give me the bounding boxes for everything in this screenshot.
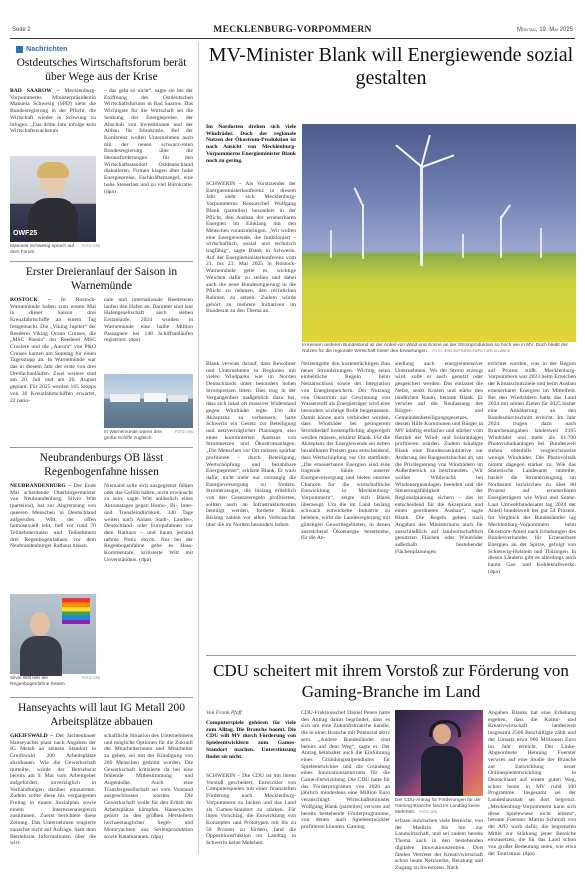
second-col4: Angaben Blanks hat eine Erhebung ergeben, dass die Kultur- und Kreativwirtschaft landesweit insgesamt 2500 Beschäftigte zählt und der Umsatz etwa 900 Millionen Euro im Jahr erreicht. Der Linke-Abgeordnete Henning Foerster verwies auf eine Studie der Branche zur Entwicklung neuer Onlinespielentwicklung in Deutschland auf einem guten Weg, schon heute in MV rund 100 Programme. Insgesamt sei der Landeshaushalt sei dort begrenzt. „Mecklenburg-Vorpommern kann sich diese Spielewiese nicht leisten“, betonte Foerster. Martin Schmidt von der AfD warb dafür, die begrenzten Mittel zur Stärkung jener Bereiche einzusetzen, die für das Land schon von großer Bedeutung seien, wie etwa der Tourismus. (dpa) [488,710,576,857]
main-teaser: Im Nordosten drehen sich viele Windräder. Doch der regionale Nutzen der Ökostrom-Produktion ist nach Ansicht von Mecklenburg-Vorpommerns Energieminister Blank noch zu gering. [206,124,296,164]
tower [462,234,464,258]
person-head [30,612,50,636]
dateline: BAD SAAROW – [10,88,60,94]
issue-date: Montag, 19. Mai 2025 [516,27,573,33]
tower [362,204,364,259]
main-headline: MV-Minister Blank will Energiewende sozial gestalten [208,44,574,89]
ship-hull [110,394,140,402]
tower [500,216,502,258]
byline: Von Frank Pfaff [206,710,242,716]
divider [10,261,193,262]
photo-caption: FOTO: DPA Manuela Schwesig sprach auf dem Forum [10,244,100,255]
article-title: Ostdeutsches Wirtschaftsforum berät über Wege aus der Krise [16,57,187,83]
rotor-blade [500,204,511,218]
page-number: Seite 2 [12,27,31,33]
rotor-blade [395,144,422,167]
ship-hull [144,393,166,402]
photo-gaming [395,710,483,796]
main-col3: siedlung auch energieintensiver Unternehmen. Wo der Strom erzeugt wird, solle er auch genutzt oder gespeichert werden. Das entlastet die Netze, senkt Kosten und stärkt den ländlichen Raum, betonte Blank. Er verwies auf die Neufassung des Bürger- und Gemeindenbeteiligungsgesetzes, dessen Hilfe Kommunen und Bürger in MV künftig einfacher und stärker vom Betrieb der Wind- und Solaranlagen profitieren würden. Zudem kündigte Blank eine Bundesratsinitiative zur Änderung des Baugesetzbuches an, um die Privilegierung von Windrädern im Außenbereich zu beschneiden. „Wir wollen Wildwuchs bei Windenergieanlagen beenden und die Steuerungsfähigkeit der Regionalplanung sichern – das ist entscheidend für die Akzeptanz und einen geordneten Ausbau“, sagte Blank. Die Regeln gelten nach Angaben des Ministeriums auch für ausschließlich auf landwirtschaftlich genutzten Flächen oder Windräder außerhalb bestehender Flächenplanungen [395,361,483,555]
main-col4: errichtet worden, was in der Region auf Protest stößt. Mecklenburg-Vorpommern war 2023 beim Erreichen der Klimaschutzziele und beim Ausbau erneuerbarer Energien im Mittelfeld. Bei den Windrädern hatte das Land 2024 mit seinen Zielen für 2025 bisher eine Annäherung an den Bundesdurchschnitt erreicht. Im Jahr 2024 trugen dazu nach Branchenangaben landesweit 2165 Windräder und mehr als 61.700 Photovoltaikanlagen bei. Bundesweit stehen ebenfalls vergleichsweise wenige Windräder. Die Photovoltaik nimmt dagegen stärker zu. Wie das Statistische Landesamt mitteilte, basiert die Stromerzeugung im Nordosten inzwischen zu über 80 Prozent auf erneuerbaren Energieträgern wie Wind und Sonne. Laut Umweltbundesamt lag 2024 der Anteil bundesweit bei gut 54 Prozent. Im Vergleich der Bundesländer lag Mecklenburg-Vorpommern beim Ökostrom-Anteil nach Erhebungen des Bundesverbandes für Erneuerbare Energien an der Spitze, gefolgt von Schleswig-Holstein und Thüringen. In diesen Ländern gibt es allerdings auch kaum Gas- und Kohlekraftwerke. (dpa) [488,361,576,575]
photo-caption: Der CDU-Antrag für Förderungen für die Gaming-Branche fand im Landtag keine Mehrheit. FOTO: DPA [395,798,481,815]
article-body-col2: schaftliche Situation des Unternehmens und mögliche Optionen für die Zukunft der Mitarbeiterinnen und Mitarbeiter zu geben, sei mit der Kündigung von 200 Menschen gedroht worden. Die Gewerkschaft kritisierte da bei eine fehlende Mitbestimmung und Augenhöhe. Auch eine Transfergesellschaft sei vom Vorstand ausgeschlossen worden. Die Gewerkschaft wolle für den Erhalt der Arbeitsplätze kämpfen. Hanseyachts gehört zu den größten Herstellern hochseetauglicher Segel- und Motoryachten aus Serienproduktion sowie Katamaranen. (dpa) [104,733,193,840]
second-headline: CDU scheitert mit ihrem Vorstoß zur Förderung von Gaming-Branche im Land [213,661,569,701]
tower [540,228,542,258]
tower [420,166,423,266]
photo-caption: FOTO: DPA Silvio Witt ließ die Regenbogenfahne hissen. [10,676,100,687]
article-text: Mecklenburg-Vorpommerns Ministerpräsidentin Manuela Schwesig (SPD) sieht die Bundesregierung in der Pflicht, die Wirtschaft wieder in Schwung zu bringen. „Das dritte Jahr infolge kein Wirtschaftswachstum [10,88,96,135]
article-title: Hanseyachts will laut IG Metall 200 Arbeitsplätze abbauen [17,702,186,728]
main-col1a: SCHWERIN – Als Vorsitzender der Energieministerkonferenz in diesem Jahr sieht sich Mecklenburg-Vorpommerns Ressortchef Wolfgang Blank (parteilos) besonders in der Pflicht, den Ausbau der erneuerbaren Energien im Einklang mit den Menschen voranzubringen. „Wir wollen eine Energiewende, die funktioniert – wirtschaftlich, sozial und technisch tragfähig“, sagte Blank in Schwerin. Auf der Energieministerkonferenz vom 21. bis 23. Mai 2025 in Rostock-Warnemünde gelte es, wichtige Weichen dafür zu stellen und dabei auch die neue Bundesregierung in die Pflicht zu nehmen, den rechtlichen Rahmen zu setzen. Zudem würde gehört zu mehrere Initiativen im Bundesrat zu den Thema an. [206,181,296,315]
article-body-col2: Niemand solle sich ausgegrenzt fühlen oder das Gefühl haben, nicht erwünscht zu sein, sagte Witt anlässlich eines Aktionstages gegen Homo-, Bi-, Inter- und Transfeindlichkeit. 340 Tage weiten nach Anlass Stadt-, Landes-, Deutschland- oder Europafahnen vor dem Rathaus – und kaum jemand nehme Notiz davon. Nur bei der Regenbogenfahne gebe es Hass-Kommentare, kritisierte Witt mit Unverständnis. (dpa) [104,483,193,563]
person-body [20,636,62,676]
photo-cruise-ships [104,374,193,428]
photo-credit: FOTO: DPA [82,244,100,248]
photo-witt [10,594,96,674]
article-body-col2: – das geht so nicht“, sagte sie bei der Eröffnung des Ostdeutschen Wirtschaftsforums in Bad Saarow. Das Wichtigste für die Wirtschaft sei die Senkung der Energiepreise, der Abschub von Investitionen und der Abbau für Bürokratie. Bei der Konferenz wollen Unternehmen auch mit der neuen schwarz-roten Bundesregierung über die Herausforderungen für den Wirtschaftsstandort Ostdeutschland diskutieren. Firmen klagen über hohe Energiepreise, Fachkräftemangel, eine hohe Steuerlast und zu viel Bürokratie. (dpa) [104,88,193,195]
news-flag-icon [16,46,23,53]
rotor-blade [354,187,364,206]
article-body: GREIFSWALD – Der Jachtenbauer Hanseyachts plant nach Angaben der IG Metall an seinem Standort in Greifswald 200 Arbeitsplätze abzubauen. Wie die Gewerkschaft mitteilte, wurde der Betriebsrat bereits am 9. Mai vom Arbeitgeber aufgefordert, unverzüglich in Verhandlungen darüber einzutreten. Zudem sollte diese bis vergangenen Freitag in einem Sozialplan sowie einem Interessenausgleich zustimmen. Zuerst berichtete diese Zeitung. Das Unternehmen reagierte zunächst nicht auf Anfrage. Statt dem Betriebsrat Informationen über die wirt- [10,733,96,847]
main-col2: Netzentgelte den kostenträchtigen Bau neuer Stromleitungen. Wichtig seien einheitliche Regeln beim Netzanschluss sowie der Integration von Energiespeichern. Der Nutzung von Ökostrom zur Gewinnung von Wasserstoff als Energieträger wird eine besonders wichtige Rolle beigemessen. Damit könne auch verhindert werden, dass Windräder bei geringerem Strombedarf kostenpflichtig abgeregelt werden müssen, erklärte Blank. Für die Akzeptanz der Energiewende sei neben bezahlbaren Preisen ganz entscheidend, dass Wertschöpfung vor Ort stattfinde. „Die erneuerbaren Energien sind eine tragende Säule unserer Energieversorgung und bieten enorme Chancen für die wirtschaftliche Entwicklung in Mecklenburg-Vorpommern“, zeigte sich Blank überzeugt. Um die im Land bislang schwach entwickelte Industrie zu beleben, wirbt die Landesregierung mit günstigen Gewerbegebieten, in denen ausreichend Ökoenergie bereitstehe, für die An- [301,361,390,542]
tower [330,230,332,258]
column-divider [198,42,199,854]
ship-hull [168,395,188,402]
divider [206,655,576,656]
article-body-col2: nale und internationale Reedereien laufen den Hafen an. Darunter sind laut Hafengesellschaft auch sieben Erstanläufe. 2024 wurden in Warnemünde eine halbe Million Passagiere bei 148 Schiffsanläufen registriert. (dpa) [104,297,193,344]
second-teaser: Computerspiele gehören für viele zum Alltag. Die Branche boomt. Die CDU will MV durch Förderung von Spieleentwicklern zum Games-Standort machen. Unterstützung findet sie nicht. [206,720,296,760]
sidebar [10,41,193,856]
main-col1b: Blank verwies darauf, dass Bewohner und Unternehmen in Regionen mit vielen Windparks wie im Norden Deutschlands unter besonders hohen Strompreisen litten. Dies trug in der Vergangenheit maßgeblich dazu bei, dass sich lokal oft massiver Widerstand gegen Windräder regte. Um die Akzeptanz zu verbessern, hatte Schwerin ein Gesetz zur Beteiligung und netzverträglicher Planungen, also eines koordinierten Ausbaus von Stromnetzen und Ökostromanlagen. „Die Menschen vor Ort müssen spürbar profitieren – durch Beteiligung, Wertschöpfung und bezahlbare Energiepreise“, erklärte Blank. Er warb dafür, nicht mehr nur vorrangig die Energieversorgung zu fördern. Stromerzeuger, die bislang erheblich von den Gesetzesregeln profitierten, sollten auch an Infrastrukturkosten beteiligt werden, forderte Blank. Bislang zahlen vor allem Verbraucher über die im Norden besonders hohen [206,361,296,528]
article-title: Erster Dreieranlauf der Saison in Warnemünde [25,266,178,292]
photo-wind-turbines [302,124,576,342]
photo-schwesig [10,156,96,242]
article-title: Neubrandenburgs OB lässt Regenbogenfahne hissen [39,452,164,478]
header-rule [10,38,575,39]
nachrichten-label: Nachrichten [26,44,68,53]
second-col3: erfasse inzwischen viele Bereiche, von der Medizin bis hin zur Landwirtschaft, und sei zudem bereits Thema auch in den bestehenden digitalen Innovationszentren. Dort fänden Vertreter der Kreativwirtschaft schon heute Netzwerke, Beratung und Zugang zu Investoren. Nach [395,818,483,871]
forum-sign: OWF25 [13,230,38,237]
second-col2: CDU-Fraktionschef Daniel Peters hatte den Antrag damit begründet, dass es sich um eine Zukunftsbranche handle, die in einer Branche mit Potenzial aktiv sein. „Andere Bundesländer sind bereits auf dem Weg“, sagte er. Der Antrag beinhaltet auch die Einführung eines Gründungsstipendiums für Spieleentwickler und die Gründung eines Innovationszentrums für die Game-Entwicklung. Die CDU hatte für das Förderprogramm von 2026 an jährlich mindestens eine Million Euro veranschlagt. Wirtschaftsminister Wolfgang Blank (parteilos) verwies auf bereits bestehende Förderprogramme, von denen auch Spieleentwickler profitieren könnten. Gaming [301,710,390,830]
main-photo-caption: In keinem anderen Bundesland ist der Anteil von Wind und Sonne an der Stromproduktion so hoch wie in MV. Doch bleibt der Nutzen für die regionale Wirtschaft hinter den Erwartungen. FOTO: JENS BÜTTNER/DPA/PICTURE ALLIANCE [302,343,568,354]
article-body: ROSTOCK – In Rostock-Warnemünde haben zum ersten Mal in dieser Saison drei Kreuzfahrtschiffe an einem Tag festgemacht. Die „Viking Jupiter“ der Reederei Viking Ocean Cruises, die „MSC Poesia“ der Reederei MSC Crociere und die „Aurora“ von P&O Cruises kamen am Sonntag für einen Tagesstopp an. In Warnemünde war das in diesem Jahr der erste von drei Dreifachanläufen. Zwei weitere sind am 20. Juli und am 20. August geplant. Für 2025 werden 165 Stopps von 36 Kreuzfahrtschiffen erwartet, 22 natio- [10,297,96,404]
section-title: MECKLENBURG-VORPOMMERN [213,25,372,35]
divider [10,447,193,448]
divider [10,697,193,698]
person-body [421,746,463,796]
rotor-blade [422,154,455,168]
photo-caption: FOTO: DPA In Warnemünde waren drei große Schiffe zugleich. [104,430,193,441]
rainbow-flag [62,598,90,624]
second-col1: SCHWERIN – Die CDU ist mit ihrem Vorstoß gescheitert, Entwickler von Computerspielen mit einer finanziellen Förderung nach Mecklenburg-Vorpommern zu locken und das Land als Games-Standort zu stärken. Für ihren Vorschlag, die Entwicklung von Konzepten und Prototypen mit bis zu 50 Prozent zu fördern, fand die Oppositionsfraktion im Landtag in Schwerin keine Mehrheit. [206,773,296,847]
person-hair [37,162,69,178]
article-body: NEUBRANDENBURG – Der Ende Mai scheidende Oberbürgermeister von Neubrandenburg, Silvio Witt (parteilos), hat zur Abgrenzung von queeren Menschen in Deutschland aufgerufen. Witt, der offen homosexuell lebt, ließ vor rund 70 Teilnehmerinnen und Teilnehmern drei Regenbogenfahnen vor dem Neubrandenburger Rathaus hissen. [10,483,97,550]
headset [429,720,461,737]
